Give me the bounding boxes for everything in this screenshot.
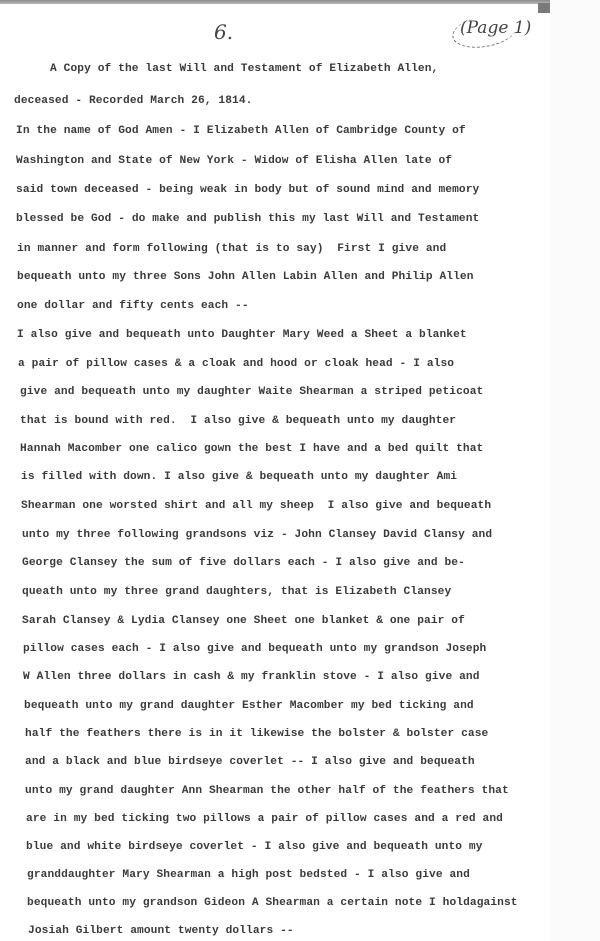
text-line: W Allen three dollars in cash & my franklin stove - I also give and [23, 671, 480, 683]
text-line: half the feathers there is in it likewise the bolster & bolster case [25, 728, 489, 740]
text-line: granddaughter Mary Shearman a high post bedsted - I also give and [27, 869, 470, 881]
handwritten-page-number: 6. [214, 20, 234, 44]
scan-corner-mark [538, 3, 550, 13]
text-line: Sarah Clansey & Lydia Clansey one Sheet one blanket & one pair of [22, 615, 465, 627]
text-line: one dollar and fifty cents each -- [17, 300, 249, 312]
text-line: queath unto my three grand daughters, that is Elizabeth Clansey [22, 586, 452, 598]
text-line: unto my three following grandsons viz - John Clansey David Clansy and [22, 529, 493, 541]
text-line: Josiah Gilbert amount twenty dollars -- [28, 925, 294, 937]
text-line: Washington and State of New York - Widow of Elisha Allen late of [16, 155, 453, 167]
text-line: unto my grand daughter Ann Shearman the other half of the feathers that [25, 785, 509, 797]
text-line: Hannah Macomber one calico gown the best I have and a bed quilt that [20, 443, 484, 455]
text-line: blessed be God - do make and publish this my last Will and Testament [16, 213, 480, 225]
text-line: a pair of pillow cases & a cloak and hood or cloak head - I also [18, 358, 455, 370]
document-title-line-1: A Copy of the last Will and Testament of Elizabeth Allen, [50, 63, 439, 75]
text-line: is filled with down. I also give & bequeath unto my daughter Ami [21, 471, 458, 483]
text-line: In the name of God Amen - I Elizabeth Allen of Cambridge County of [16, 125, 466, 137]
text-line: pillow cases each - I also give and bequeath unto my grandson Joseph [23, 643, 487, 655]
text-line: and a black and blue birdseye coverlet -- I also give and bequeath [25, 756, 475, 768]
text-line: said town deceased - being weak in body but of sound mind and memory [16, 184, 480, 196]
text-line: George Clansey the sum of five dollars each - I also give and be- [22, 557, 465, 569]
scan-right-margin [550, 0, 600, 941]
text-line: in manner and form following (that is to say) First I give and [17, 243, 447, 255]
text-line: Shearman one worsted shirt and all my sheep I also give and bequeath [21, 500, 492, 512]
handwritten-page-label: (Page 1) [460, 18, 532, 38]
text-line: I also give and bequeath unto Daughter Mary Weed a Sheet a blanket [17, 329, 467, 341]
text-line: bequeath unto my three Sons John Allen Labin Allen and Philip Allen [17, 271, 474, 283]
document-title-line-2: deceased - Recorded March 26, 1814. [14, 95, 253, 107]
scan-top-border [0, 0, 550, 4]
text-line: blue and white birdseye coverlet - I also give and bequeath unto my [26, 841, 483, 853]
text-line: give and bequeath unto my daughter Waite Shearman a striped peticoat [20, 386, 484, 398]
text-line: bequeath unto my grandson Gideon A Shearman a certain note I holdagainst [27, 897, 518, 909]
text-line: that is bound with red. I also give & bequeath unto my daughter [20, 415, 457, 427]
text-line: bequeath unto my grand daughter Esther Macomber my bed ticking and [24, 700, 474, 712]
text-line: are in my bed ticking two pillows a pair of pillow cases and a red and [26, 813, 503, 825]
